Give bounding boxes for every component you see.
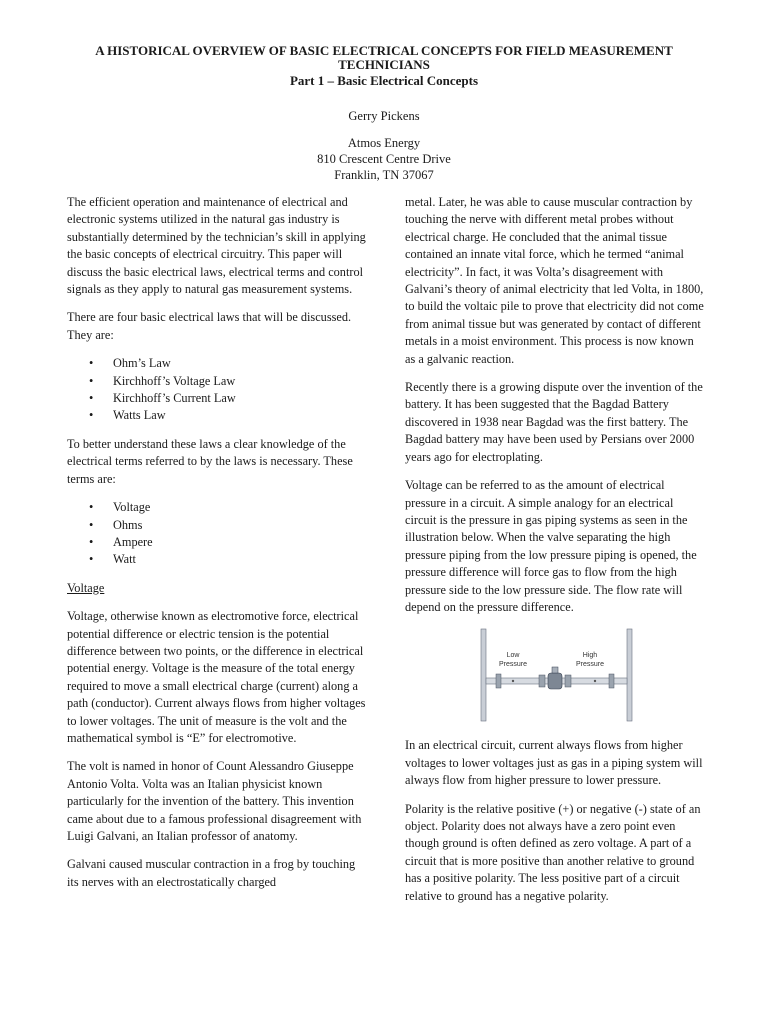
- piping-diagram: [405, 627, 707, 727]
- bagdad-battery-paragraph: Recently there is a growing dispute over the invention of the battery. It has been suggested that the Bagdad Battery discovered in 1938 near Bagdad was the first battery. The Bagdad battery may have been used by Persians over 2000 years ago for electroplating.: [405, 380, 703, 464]
- terms-list: [67, 499, 369, 569]
- left-column: [67, 194, 369, 902]
- title-block: [60, 44, 708, 88]
- list-item: • Watts Law: [67, 407, 369, 424]
- galvani-continued-paragraph: metal. Later, he was able to cause muscular contraction by touching the nerve with different metal probes without electrical charge. He concluded that the animal tissue contained an innate vital force, which he termed “animal electricity”. In fact, it was Volta’s disagreement with Galvani’s theory of animal electricity that led Volta, in 1800, to build the voltaic pile to prove that electricity did not come from animal tissue but was generated by contact of different metals in a moist environment. This process is now known as a galvanic reaction.: [405, 195, 704, 366]
- paper-part-title: Part 1 – Basic Electrical Concepts: [289, 73, 479, 88]
- affiliation: [0, 135, 768, 183]
- laws-list: [67, 355, 369, 425]
- paper-title: A HISTORICAL OVERVIEW OF BASIC ELECTRICAL CONCEPTS FOR FIELD MEASUREMENT TECHNICIANS: [95, 43, 673, 72]
- galvani-paragraph: Galvani caused muscular contraction in a frog by touching its nerves with an electrostatically charged: [67, 857, 356, 889]
- right-riser-pipe: [627, 629, 632, 721]
- current-flow-paragraph: In an electrical circuit, current always flows from higher voltages to lower voltages just as gas in a piping system will always flow from higher pressure to lower pressure.: [405, 738, 703, 788]
- low-side-marker: [512, 680, 514, 682]
- polarity-paragraph: Polarity is the relative positive (+) or negative (-) state of an object. Polarity does not always have a zero point even though ground is often defined as zero voltage. A part of a circuit that is more positive than another relative to ground has a positive polarity. The less positive part of a circuit relative to ground has a negative polarity.: [405, 801, 701, 903]
- gas-piping-illustration: [405, 627, 707, 727]
- list-item: • Voltage: [67, 499, 369, 516]
- left-fitting: [496, 674, 501, 688]
- list-item: • Ohm’s Law: [67, 355, 369, 372]
- high-pressure-label-2: Pressure: [575, 661, 605, 669]
- author-name: Gerry Pickens: [348, 109, 420, 123]
- right-fitting: [609, 674, 614, 688]
- intro-paragraph: The efficient operation and maintenance of electrical and electronic systems utilized in the natural gas industry is substantially determined by the technician’s skill in applying the basic concepts of electrical circuitry. This paper will discuss the basic electrical laws, electrical terms and control signals as they apply to natural gas measurement systems.: [67, 195, 366, 297]
- laws-intro-paragraph: There are four basic electrical laws that will be discussed. They are:: [67, 310, 352, 342]
- right-column: [405, 194, 707, 916]
- valve-stem: [552, 667, 558, 673]
- valve-flange-right: [565, 675, 571, 687]
- left-riser-pipe: [481, 629, 486, 721]
- list-item: • Ampere: [67, 534, 369, 551]
- city-state-zip: Franklin, TN 37067: [334, 168, 434, 182]
- voltage-heading: Voltage: [67, 580, 105, 595]
- company-name: Atmos Energy: [347, 136, 421, 150]
- low-pressure-label: Low: [506, 652, 520, 660]
- high-side-marker: [594, 680, 596, 682]
- list-item: • Kirchhoff’s Current Law: [67, 390, 369, 407]
- volta-paragraph: The volt is named in honor of Count Alessandro Giuseppe Antonio Volta. Volta was an Italian physicist known particularly for the invention of the battery. This invention came about due to a famous professional disagreement with Luigi Galvani, an Italian professor of anatomy.: [67, 759, 362, 843]
- valve-flange-left: [539, 675, 545, 687]
- voltage-definition-paragraph: Voltage, otherwise known as electromotive force, electrical potential difference or electric tension is the potential difference between two points, or the difference in electrical potential energy. Voltage is the measure of the total energy required to move a small electrical charge (current) along a path (conductor). Current always flows from higher voltages to lower voltages. The unit of measure is the volt and the mathematical symbol is “E” for electromotive.: [67, 609, 366, 745]
- street-address: 810 Crescent Centre Drive: [317, 152, 451, 166]
- valve-body: [548, 673, 562, 689]
- terms-intro-paragraph: To better understand these laws a clear knowledge of the electrical terms referred to by the laws is necessary. These terms are:: [67, 436, 353, 486]
- high-pressure-label: High: [582, 652, 598, 660]
- list-item: • Ohms: [67, 517, 369, 534]
- list-item: • Kirchhoff’s Voltage Law: [67, 373, 369, 390]
- low-pressure-label-2: Pressure: [498, 661, 528, 669]
- pressure-analogy-paragraph: Voltage can be referred to as the amount of electrical pressure in a circuit. A simple analogy for an electrical circuit is the pressure in gas piping systems as seen in the illustration below. When the valve separating the high pressure piping from the low pressure piping is opened, the pressure difference will force gas to flow from the high pressure side to the low pressure side. The flow rate will depend on the pressure difference.: [405, 478, 697, 614]
- list-item: • Watt: [67, 551, 369, 568]
